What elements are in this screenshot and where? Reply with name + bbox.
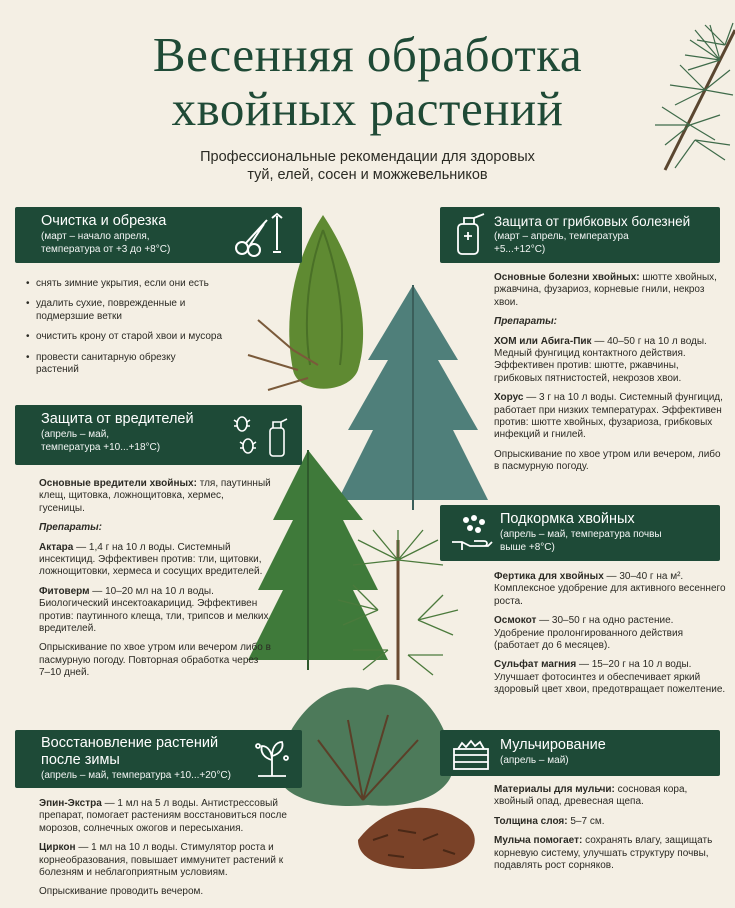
prep-name: Хорус bbox=[494, 392, 524, 404]
recovery-prep-zircon bbox=[39, 842, 301, 879]
section-mulch-title: Мульчирование bbox=[500, 737, 606, 753]
prep-text: — 40–50 г на 10 л воды. Медный фунгицид контактного действия. Эффективен против: шютте, ржавчины, грибковых пятнистостей, некрозов хвои. bbox=[494, 335, 707, 384]
prep-text: — 1 мл на 5 л воды. Антистрессовый препарат, помогает растениям восстановиться после морозов, солнечных ожогов и пересыхания. bbox=[39, 798, 287, 834]
section-cleaning-title: Очистка и обрезка bbox=[41, 213, 167, 229]
section-recovery-period: (апрель – май, температура +10...+20°C) bbox=[41, 770, 231, 781]
mulch-thickness bbox=[494, 816, 714, 828]
fungi-main-text: шютте хвойных, ржавчина, фузариоз, корневые гнили, некроз хвои. bbox=[494, 272, 717, 308]
section-feeding-period: (апрель – май, температура почвы bbox=[500, 529, 662, 540]
feeding-prep-osmocote bbox=[494, 615, 726, 652]
mulch-materials bbox=[494, 784, 714, 809]
mulch-label: Толщина слоя: bbox=[494, 815, 568, 827]
mulch-label: Материалы для мульчи: bbox=[494, 784, 615, 795]
fungi-main-label: Основные болезни хвойных: bbox=[494, 272, 640, 283]
prep-text: — 1,4 г на 10 л воды. Системный инсектицид. Эффективен против: тли, щитовки, ложнощитовки, хермеса и сосущих вредителей. bbox=[39, 541, 263, 578]
prep-name: Актара bbox=[39, 541, 74, 553]
section-pests-temperature: температура +10...+18°C) bbox=[41, 442, 161, 453]
list-item: • очистить крону от старой хвои и мусора bbox=[26, 331, 276, 343]
prep-name: ХОМ или Абига-Пик bbox=[494, 335, 592, 347]
pests-main-text: тля, паутинный клещ, щитовка, ложнощитовка, хермес, гусеницы. bbox=[39, 478, 271, 514]
fungi-prep-hom bbox=[494, 336, 726, 386]
section-feeding-title: Подкормка хвойных bbox=[500, 511, 635, 527]
section-feeding-temperature: выше +8°C) bbox=[500, 542, 555, 553]
section-pests-body bbox=[39, 478, 271, 687]
prep-text: — 10–20 мл на 10 л воды. Биологический инсектоакарицид. Эффективен против: паутинного клеща, тли, трипсов и мелких вредителей. bbox=[39, 585, 269, 635]
section-pests-period: (апрель – май, bbox=[41, 429, 110, 440]
mulch-label: Мульча помогает: bbox=[494, 835, 583, 847]
section-cleaning-period: (март – начало апреля, bbox=[41, 231, 150, 242]
list-item: • провести санитарную обрезку растений bbox=[26, 352, 216, 377]
section-fungi-title: Защита от грибковых болезней bbox=[494, 214, 691, 229]
section-recovery-body bbox=[39, 798, 301, 906]
pests-main-label: Основные вредители хвойных: bbox=[39, 478, 197, 489]
pests-preparations-label bbox=[39, 522, 271, 534]
prep-name: Фитоверм bbox=[39, 585, 90, 597]
section-cleaning-temperature: температура от +3 до +8°C) bbox=[41, 244, 171, 255]
title-line-1: Весенняя обработка bbox=[152, 27, 583, 82]
pine-branch-decoration bbox=[625, 20, 735, 180]
prep-text: — 3 г на 10 л воды. Системный фунгицид, работает при низких температурах. Эффективен против: шютте хвойных, фузариоза, грибковых инфекций и гнилей. bbox=[494, 392, 723, 441]
prep-text: — 30–50 г на одно растение. Удобрение пролонгированного действия (работает до 6 месяцев). bbox=[494, 615, 683, 652]
pruning-shears-icon bbox=[232, 210, 290, 258]
fungi-prep-horus bbox=[494, 392, 726, 442]
section-mulch-body bbox=[494, 784, 714, 879]
section-fungi-body bbox=[494, 272, 726, 481]
subtitle-line-1: Профессиональные рекомендации для здоровых bbox=[200, 149, 535, 165]
prep-name: Эпин-Экстра bbox=[39, 798, 102, 809]
prep-text: — 30–40 г на м². Комплексное удобрение для активного весеннего роста. bbox=[494, 571, 726, 607]
mulch-box-icon bbox=[450, 733, 492, 773]
pests-preparations-heading: Препараты: bbox=[39, 522, 102, 534]
prep-text: — 15–20 г на 10 л воды. Улучшает фотосинтез и обеспечивает яркий здоровый цвет хвои, предотвращает пожелтение. bbox=[494, 659, 726, 696]
section-recovery-title-2: после зимы bbox=[41, 752, 120, 768]
pests-prep-actara bbox=[39, 542, 271, 579]
section-feeding-body bbox=[494, 571, 726, 704]
section-cleaning-body bbox=[26, 278, 276, 384]
pests-prep-fitoverm bbox=[39, 586, 271, 636]
sprout-icon bbox=[250, 736, 294, 780]
prep-name: Циркон bbox=[39, 842, 76, 854]
pests-main bbox=[39, 478, 271, 515]
feeding-prep-fertika bbox=[494, 571, 726, 608]
fungi-preparations-label bbox=[494, 316, 726, 328]
fungi-note: Опрыскивание по хвое утром или вечером, либо в пасмурную погоду. bbox=[494, 448, 721, 473]
sprayer-icon bbox=[450, 210, 490, 258]
hand-granules-icon bbox=[448, 510, 494, 556]
recovery-note: Опрыскивание проводить вечером. bbox=[39, 886, 204, 898]
mulch-text: сосновая кора, хвойный опад, древесная щепа. bbox=[494, 784, 688, 808]
prep-name: Сульфат магния bbox=[494, 659, 577, 671]
recovery-prep-epin bbox=[39, 798, 301, 835]
section-fungi-period: (март – апрель, температура bbox=[494, 231, 629, 242]
bugs-spray-icon bbox=[226, 412, 292, 460]
section-recovery-title-1: Восстановление растений bbox=[41, 735, 219, 751]
mulch-benefits bbox=[494, 835, 714, 872]
title-line-2: хвойных растений bbox=[171, 81, 564, 136]
subtitle-line-2: туй, елей, сосен и можжевельников bbox=[247, 167, 488, 183]
mulch-text: сохранять влагу, защищать корневую систему, улучшать структуру почвы, подавлять рост сорняков. bbox=[494, 835, 713, 872]
prep-text: — 1 мл на 10 л воды. Стимулятор роста и корнеобразования, повышает иммунитет растений к болезням и неблагоприятным условиям. bbox=[39, 842, 284, 879]
list-item: • удалить сухие, поврежденные и подмерзшие ветки bbox=[26, 298, 196, 323]
prep-name: Фертика для хвойных bbox=[494, 571, 604, 582]
section-mulch-period: (апрель – май) bbox=[500, 755, 569, 766]
fungi-main bbox=[494, 272, 726, 309]
section-pests-title: Защита от вредителей bbox=[41, 411, 194, 427]
list-item: • снять зимние укрытия, если они есть bbox=[26, 278, 276, 290]
section-fungi-temperature: +5...+12°C) bbox=[494, 244, 546, 255]
fungi-preparations-heading: Препараты: bbox=[494, 316, 557, 328]
feeding-prep-magnesium bbox=[494, 659, 726, 696]
pests-note: Опрыскивание по хвое утром или вечером либо в пасмурную погоду. Повторная обработка через 7–10 дней. bbox=[39, 642, 271, 679]
mulch-text: 5–7 см. bbox=[570, 815, 605, 827]
prep-name: Осмокот bbox=[494, 615, 537, 627]
